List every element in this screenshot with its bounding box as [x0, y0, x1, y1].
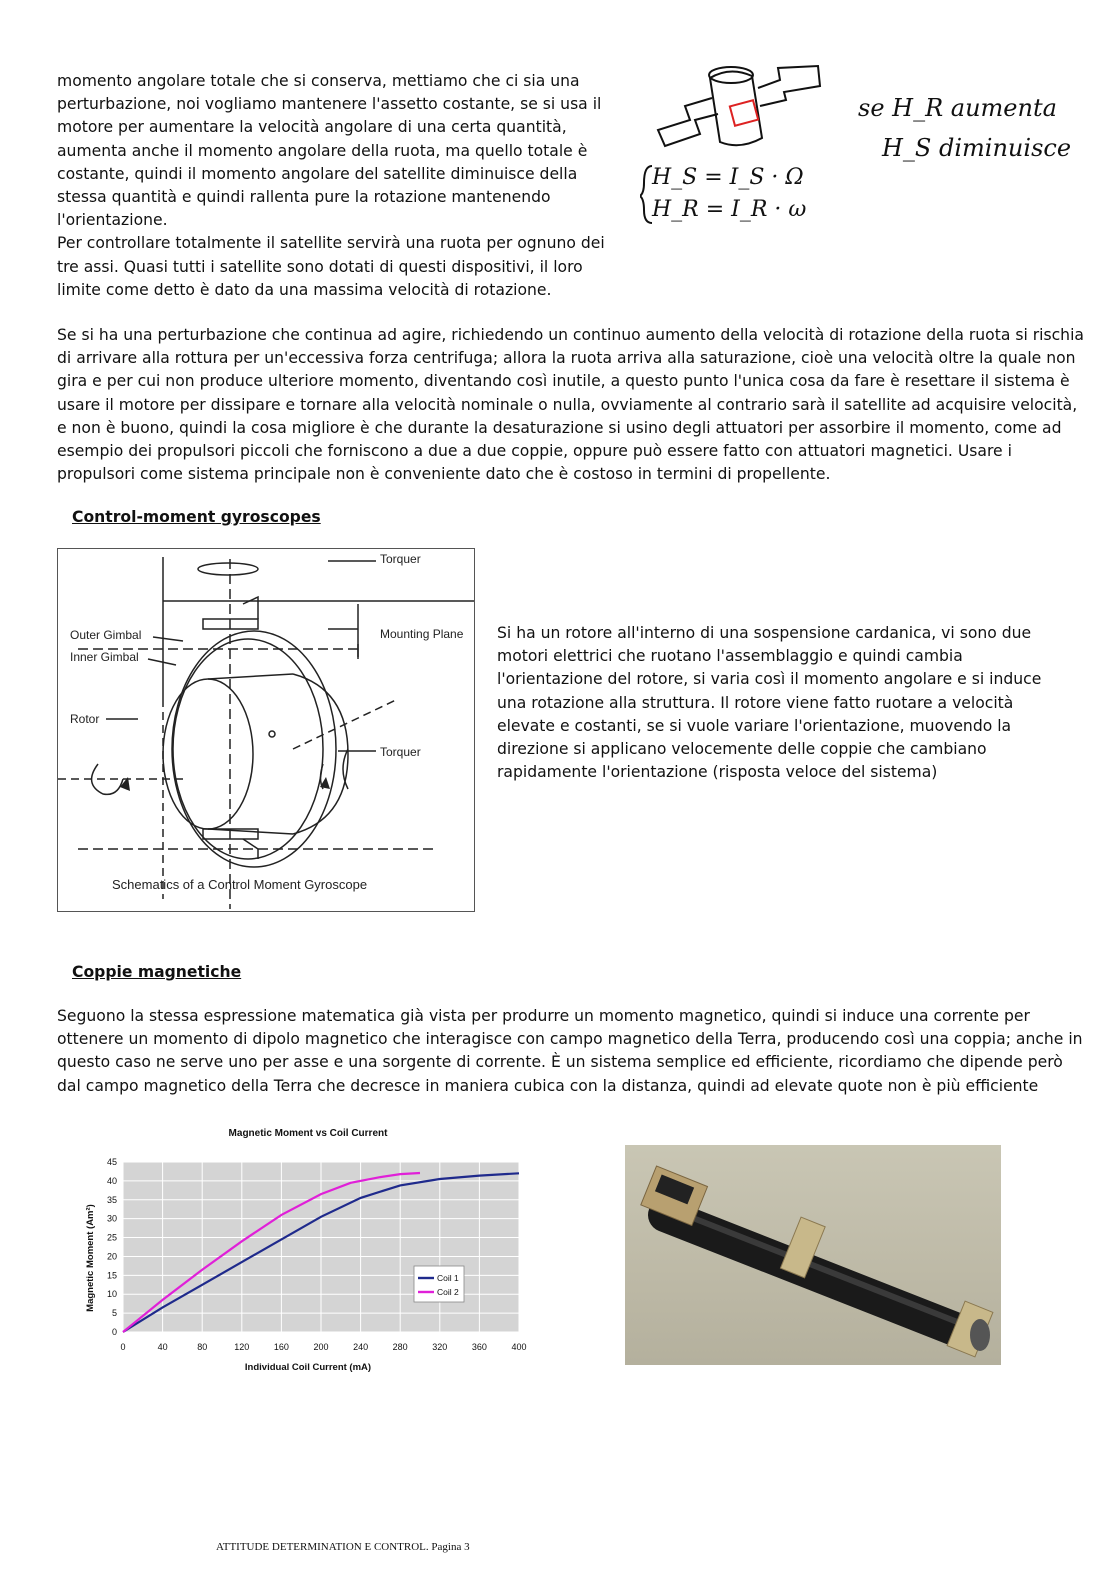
x-axis-label: Individual Coil Current (mA) [244, 1362, 372, 1373]
label-torquer-right: Torquer [380, 745, 421, 759]
x-tick-label: 0 [120, 1342, 126, 1352]
satellite-wheel-sketch [640, 58, 1080, 238]
x-tick-label: 280 [392, 1342, 408, 1352]
reaction-wheel-sketch [730, 100, 758, 126]
magnetorquer-photo [625, 1145, 1001, 1365]
y-tick-label: 15 [106, 1270, 117, 1281]
cmg-caption: Schematics of a Control Moment Gyroscope [112, 877, 368, 892]
x-tick-label: 160 [273, 1342, 289, 1352]
page-footer: ATTITUDE DETERMINATION E CONTROL. Pagina 3 [216, 1541, 470, 1553]
intro-text-block [57, 70, 612, 302]
y-tick-label: 0 [111, 1327, 117, 1337]
chart-title: Magnetic Moment vs Coil Current [228, 1128, 388, 1139]
x-tick-label: 360 [471, 1342, 487, 1352]
x-tick-label: 200 [313, 1342, 329, 1352]
y-tick-label: 45 [106, 1157, 117, 1167]
brace-icon [640, 166, 652, 223]
chart-legend [414, 1266, 464, 1302]
eq-hr: H_R = I_R · ω [652, 197, 807, 222]
x-tick-label: 120 [234, 1342, 250, 1352]
y-tick-label: 30 [106, 1213, 117, 1224]
chart-svg [75, 1120, 535, 1380]
label-mounting-plane: Mounting Plane [380, 627, 464, 641]
x-tick-label: 400 [511, 1342, 527, 1352]
label-rotor: Rotor [70, 712, 100, 726]
x-tick-label: 320 [432, 1342, 448, 1352]
cmg-paragraph: Si ha un rotore all'interno di una sospensione cardanica, vi sono due motori elettrici che ruotano l'assemblaggio e quindi cambia l'orientazione del rotore, si varia così il momento angolare e si induce una rotazione alla struttura. Il rotore viene fatto ruotare a velocità elevate e costanti, se si vuole variare l'orientazione, muovendo la direzione si applicano velocemente delle coppie che cambiano rapidamente l'orientazione (risposta veloce del sistema) [497, 624, 1042, 782]
magnetorquer-rod [625, 1145, 1001, 1365]
x-tick-label: 240 [353, 1342, 369, 1352]
label-torquer-top: Torquer [380, 552, 421, 566]
y-tick-label: 40 [106, 1175, 117, 1186]
y-tick-label: 5 [111, 1308, 117, 1319]
magnetic-heading: Coppie magnetiche [72, 963, 242, 981]
handwritten-sketch [640, 58, 1080, 238]
magnetic-moment-chart [75, 1120, 535, 1380]
label-outer-gimbal: Outer Gimbal [70, 628, 142, 642]
full-control-paragraph: Per controllare totalmente il satellite servirà una ruota per ognuno dei tre assi. Quasi tutti i satellite sono dotati di questi dispositivi, il loro limite come detto è dato da una massima velocità di rotazione. [57, 234, 605, 299]
intro-paragraph: momento angolare totale che si conserva, mettiamo che ci sia una perturbazione, noi vogliamo mantenere l'assetto costante, se si usa il motore per aumentare la velocità angolare di una certa quantità, aumenta anche il momento angolare della ruota, ma quello totale è costante, quindi il momento angolare del satellite diminuisce della stessa quantità e quindi rallenta pure la rotazione mantenendo l'orientazione. [57, 72, 602, 230]
note-line2: H_S diminuisce [882, 134, 1072, 162]
x-tick-label: 80 [197, 1342, 208, 1352]
legend-label: Coil 2 [437, 1287, 459, 1297]
y-axis-label: Magnetic Moment (Am²) [85, 1204, 96, 1312]
cmg-figure [57, 548, 475, 912]
legend-label: Coil 1 [437, 1273, 459, 1283]
eq-hs: H_S = I_S · Ω [652, 165, 804, 190]
cmg-schematic [58, 549, 474, 911]
cmg-heading: Control-moment gyroscopes [72, 508, 321, 526]
y-tick-label: 20 [106, 1251, 117, 1262]
label-inner-gimbal: Inner Gimbal [70, 650, 139, 664]
y-tick-label: 35 [106, 1194, 117, 1205]
note-line1: se H_R aumenta [858, 94, 1057, 122]
saturation-paragraph: Se si ha una perturbazione che continua ad agire, richiedendo un continuo aumento della velocità di rotazione della ruota si rischia di arrivare alla rottura per un'eccessiva forza centrifuga; allora la ruota arriva alla saturazione, cioè una velocità oltre la quale non gira e per cui non produce ulteriore momento, diventando così inutile, a questo punto l'unica cosa da fare è resettare il sistema è usare il motore per dissipare e tornare alla velocità nominale o nulla, ovviamente al contrario sarà il satellite ad acquisire velocità, e non è buono, quindi la cosa migliore è che durante la desaturazione si usino degli attuatori per assorbire il momento, come ad esempio dei propulsori piccoli che forniscono a due a due coppie, oppure può essere fatto con attuatori magnetici. Usare i propulsori come sistema principale non è conveniente dato che è costoso in termini di propellente. [57, 326, 1084, 484]
x-tick-label: 40 [157, 1342, 168, 1352]
magnetic-paragraph: Seguono la stessa espressione matematica già vista per produrre un momento magnetico, quindi si induce una corrente per ottenere un momento di dipolo magnetico che interagisce con campo magnetico della Terra, producendo così una coppia; anche in questo caso ne serve uno per asse e una sorgente di corrente. È un sistema semplice ed efficiente, ricordiamo che dipende però dal campo magnetico della Terra che decresce in maniera cubica con la distanza, quindi ad elevate quote non è più efficiente [57, 1007, 1083, 1095]
y-tick-label: 10 [106, 1289, 117, 1300]
y-tick-label: 25 [106, 1232, 117, 1243]
